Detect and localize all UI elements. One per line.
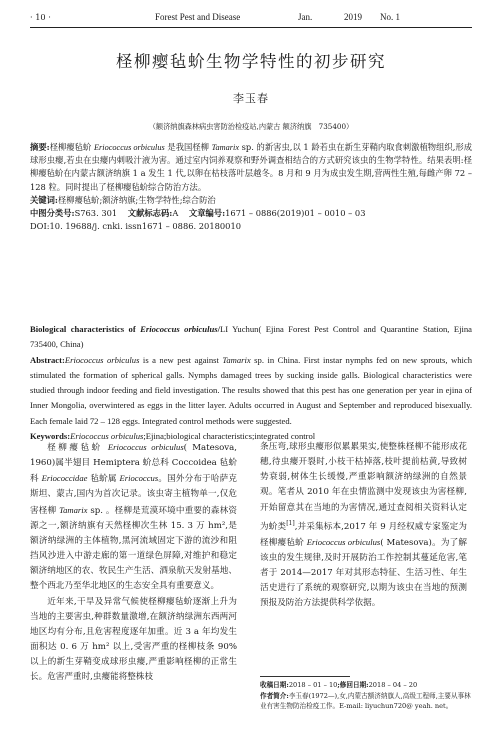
english-abstract: Abstract:Eriococcus orbiculus is a new pest against Tamarix sp. in China. First instar nymphs fed on new sprouts, which stimulated the formation of spherical galls. Nymphs damaged trees by sucking inside galls. Biological characteristics were studied through indoor feeding and field investigation. The results showed that this pest has one generation per year in ejina of Inner Mongolia, overwintered as eggs in the litter layer. Adults occurred in August and September and reproduced bisexually. Each female laid 72 – 128 eggs. Integrated control methods were suggested. (30, 354, 472, 426)
english-abstract-block (30, 322, 472, 444)
abstract-cn: 摘要:柽柳瘿毡蚧 Eriococcus orbiculus 是我国柽柳 Tamarix sp. 的新害虫,以 1 龄若虫在新生芽鞘内取食刺激植物组织,形成球形虫瘿,若虫在虫瘿内刺吸汁液为害。通过室内饲养观察和野外调查相结合的方式研究该虫的生物学特性。结果表明:柽柳瘿毡蚧在内蒙古额济纳旗 1 a 发生 1 代,以卵在枯枝落叶层越冬。8 月和 9 月为成虫发生期,营两性生殖,每雌产卵 72 – 128 粒。同时提出了柽柳瘿毡蚧综合防治方法。 (30, 142, 472, 192)
body-column-right (260, 440, 467, 612)
footnote-rule (260, 676, 350, 677)
body-paragraph: 条压弯,球形虫瘿形似累累果实,使整株柽柳不能形成花穗,待虫瘿开裂时,小枝干枯掉落,枝叶提前枯黄,导致树势衰弱,树体生长缓慢,严重影响额济纳绿洲的自然景观。笔者从 2010 年在虫情监测中发现该虫为害柽柳,开始留意其在当地的为害情况,通过查阅相关资料认定为蚧类[1],并采集标本,2017 年 9 月经权威专家鉴定为柽柳瘿毡蚧 Eriococcus orbiculus( Matesova)。为了解该虫的发生规律,及时开展防治工作控制其蔓延危害,笔者于 2014—2017 年对其形态特征、生活习性、年生活史进行了系统的观察研究,以期为该虫在当地的预测预报及防治方法提供科学依据。 (260, 442, 468, 609)
author-affiliation: （额济纳旗森林病虫害防治检疫站,内蒙古 额济纳旗 735400） (148, 122, 354, 131)
classification-line: 中图分类号:S763. 301 文献标志码:A 文章编号:1671 – 0886(2019)01 – 0010 – 03 (30, 208, 366, 219)
issue-month: Jan. (298, 12, 313, 22)
page-number: · 10 · (30, 12, 51, 22)
english-keywords: Keywords:Eriococcus orbiculus;Ejina;biological characteristics;integrated control (30, 431, 316, 442)
issue-year: 2019 (344, 12, 362, 22)
author-bio: 作者简介:李玉春(1972—),女,内蒙古额济纳旗人,高级工程师,主要从事林业有害生物防治检疫工作。E-mail: liyuchun720@ yeah. net。 (260, 691, 471, 710)
author-name: 李玉春 (233, 92, 269, 105)
english-author-affiliation: LI Yuchun( Ejina Forest Pest Control and Quarantine Station, Ejina 735400, China) (30, 324, 472, 350)
article-title: 柽柳瘿毡蚧生物学特性的初步研究 (116, 52, 386, 71)
chinese-abstract-block (30, 141, 472, 233)
header-rule (30, 27, 472, 28)
body-paragraph: 柽柳瘿毡蚧 Eriococcus orbiculus( Matesova, 1960)属半翅目 Hemiptera 蚧总科 Coccoidea 毡蚧科 Eriococcidae 毡蚧属 Eriococcus。国外分布于哈萨克斯坦、蒙古,国内为首次记录。该虫寄主植物单一,仅危害柽柳 Tamarix sp. 。柽柳是荒漠环境中重要的森林资源之一,额济纳旗有天然柽柳次生林 15. 3 万 hm²,是额济纳绿洲的主体植物,黑河流域固定下游的流沙和阻挡风沙进入中游走廊的第一道绿色屏障,对维护和稳定额济纳地区的农、牧民生产生活、酒泉航天发射基地、整个西北乃至华北地区的生态安全具有重要意义。 (30, 442, 238, 592)
issue-number: No. 1 (380, 12, 400, 22)
keywords-cn: 关键词:柽柳瘿毡蚧;额济纳旗;生物学特性;综合防治 (30, 194, 216, 205)
abstract-cn-label: 摘要: (30, 142, 50, 152)
citation-ref: [1] (286, 519, 295, 527)
species-name: Eriococcus orbiculus (93, 143, 165, 152)
genus-name: Tamarix (211, 143, 239, 152)
journal-name: Forest Pest and Disease (155, 12, 241, 22)
doi-line: DOI:10. 19688/j. cnki. issn1671 – 0886. 20180010 (30, 221, 242, 232)
received-date: 收稿日期:2018 – 01 – 10;修回日期:2018 – 04 – 20 (260, 681, 418, 689)
body-column-left (30, 440, 237, 686)
body-paragraph: 近年来,干旱及异常气候使柽柳瘿毡蚧逐渐上升为当地的主要害虫,种群数量激增,在额济纳绿洲东西两河地区均有分布,且危害程度逐年加重。近 3 a 年均发生面积达 0. 6 万 hm² 以上,受害严重的柽柳枝条 90% 以上的新生芽鞘变成球形虫瘿,严重影响柽柳的正常生长。危害严重时,虫瘿能将整株枝 (30, 596, 237, 683)
footnote (260, 680, 472, 712)
english-title: Biological characteristics of Eriococcus orbiculus/LI Yuchun( Ejina Forest Pest Control and Quarantine Station, Ejina 735400, China) (30, 324, 472, 350)
